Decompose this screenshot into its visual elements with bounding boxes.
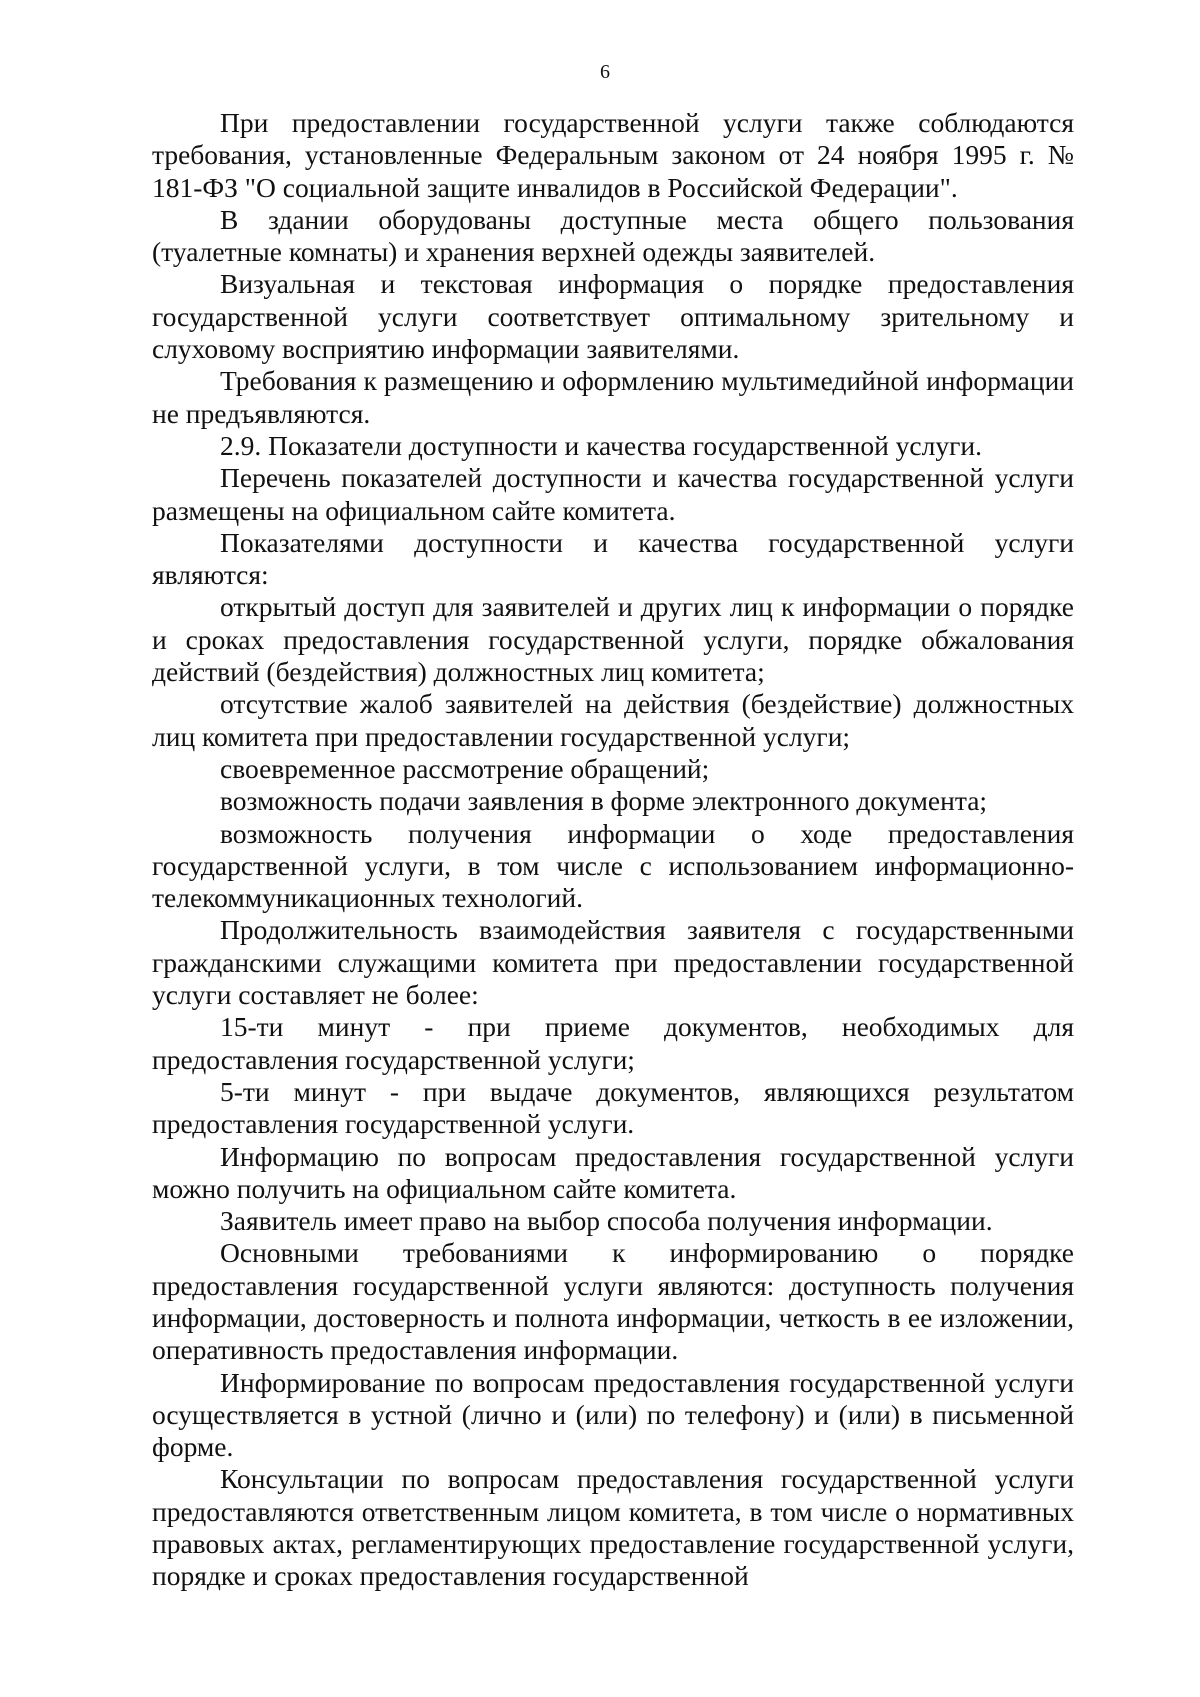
- list-item-open-access: открытый доступ для заявителей и других лиц к информации о порядке и сроках предоставления государственной услуги, порядке обжалования действий (бездействия) должностных лиц комитета;: [152, 591, 1074, 688]
- list-item-no-complaints: отсутствие жалоб заявителей на действия (бездействие) должностных лиц комитета при предоставлении государственной услуги;: [152, 688, 1074, 752]
- list-item-5-minutes: 5-ти минут - при выдаче документов, являющихся результатом предоставления государственной услуги.: [152, 1075, 1074, 1140]
- document-body: [152, 107, 1074, 1593]
- paragraph-multimedia: Требования к размещению и оформлению мультимедийной информации не предъявляются.: [152, 365, 1074, 429]
- paragraph-interaction-duration: Продолжительность взаимодействия заявителя с государственными гражданскими служащими комитета при предоставлении государственной услуги составляет не более:: [152, 914, 1074, 1011]
- section-heading-2-9: 2.9. Показатели доступности и качества государственной услуги.: [220, 429, 982, 461]
- list-item-timely-review: своевременное рассмотрение обращений;: [220, 752, 710, 784]
- paragraph-info-requirements: Основными требованиями к информированию о порядке предоставления государственной услуги являются: доступность получения информации, достоверность и полнота информации, четкость в ее изложении, оперативность предоставления информации.: [152, 1237, 1074, 1366]
- list-item-progress-info: возможность получения информации о ходе предоставления государственной услуги, в том числе с использованием информационно-телекоммуникационных технологий.: [152, 817, 1074, 914]
- paragraph-info-forms: Информирование по вопросам предоставления государственной услуги осуществляется в устной (лично и (или) по телефону) и (или) в письменной форме.: [152, 1366, 1074, 1463]
- paragraph-accessibility-law: При предоставлении государственной услуги также соблюдаются требования, установленные Федеральным законом от 24 ноября 1995 г. № 181-ФЗ "О социальной защите инвалидов в Российской Федерации".: [152, 107, 1074, 203]
- page-number: 6: [600, 61, 610, 83]
- paragraph-info-method-choice: Заявитель имеет право на выбор способа получения информации.: [220, 1205, 993, 1237]
- paragraph-indicators-list-location: Перечень показателей доступности и качества государственной услуги размещены на официальном сайте комитета.: [152, 462, 1074, 526]
- paragraph-indicators-intro: Показателями доступности и качества государственной услуги являются:: [152, 526, 1074, 591]
- paragraph-visual-info: Визуальная и текстовая информация о порядке предоставления государственной услуги соответствует оптимальному зрительному и слуховому восприятию информации заявителями.: [152, 268, 1074, 365]
- paragraph-info-website: Информацию по вопросам предоставления государственной услуги можно получить на официальном сайте комитета.: [152, 1140, 1074, 1204]
- paragraph-common-areas: В здании оборудованы доступные места общего пользования (туалетные комнаты) и хранения верхней одежды заявителей.: [152, 203, 1074, 268]
- list-item-electronic-application: возможность подачи заявления в форме электронного документа;: [220, 785, 988, 817]
- list-item-15-minutes: 15-ти минут - при приеме документов, необходимых для предоставления государственной услуги;: [152, 1011, 1074, 1075]
- paragraph-consultations: Консультации по вопросам предоставления государственной услуги предоставляются ответственным лицом комитета, в том числе о нормативных правовых актах, регламентирующих предоставление государственной услуги, порядке и сроках предоставления государственной: [152, 1463, 1074, 1592]
